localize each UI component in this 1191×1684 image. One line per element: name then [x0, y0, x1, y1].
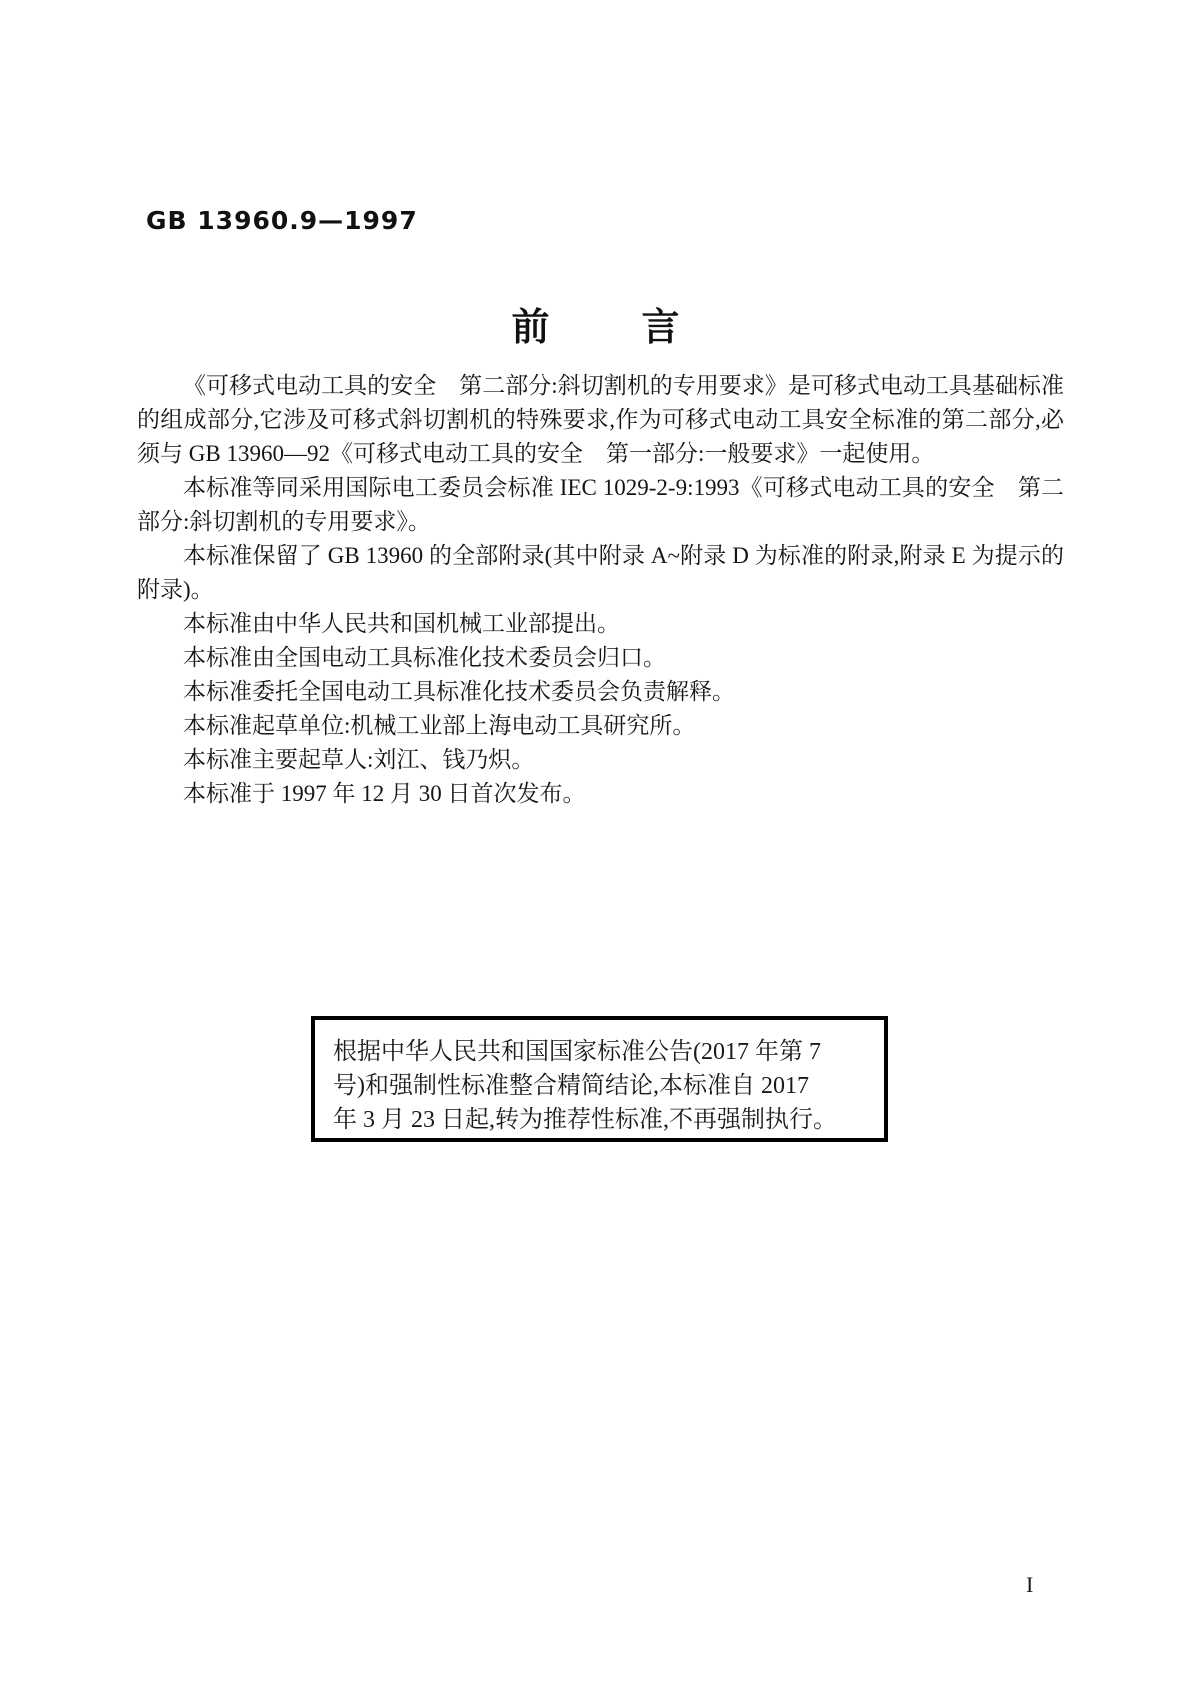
- standard-code: GB 13960.9—1997: [146, 206, 418, 235]
- foreword-paragraph-drafting-organization: 本标准起草单位:机械工业部上海电动工具研究所。: [183, 713, 696, 738]
- foreword-paragraph-interpretation: 本标准委托全国电动工具标准化技术委员会负责解释。: [183, 679, 735, 704]
- notice-line: 根据中华人民共和国国家标准公告(2017 年第 7: [333, 1039, 821, 1065]
- foreword-paragraph-iec-adoption: 本标准等同采用国际电工委员会标准 IEC 1029-2-9:1993《可移式电动工具的安全 第二部分:斜切割机的专用要求》。: [137, 475, 1064, 534]
- notice-line: 年 3 月 23 日起,转为推荐性标准,不再强制执行。: [333, 1107, 837, 1133]
- foreword-paragraph-scope: 《可移式电动工具的安全 第二部分:斜切割机的专用要求》是可移式电动工具基础标准的组成部分,它涉及可移式斜切割机的特殊要求,作为可移式电动工具安全标准的第二部分,必须与 GB 13960—92《可移式电动工具的安全 第一部分:一般要求》一起使用。: [137, 373, 1064, 466]
- foreword-paragraph-proposed-by: 本标准由中华人民共和国机械工业部提出。: [183, 611, 620, 636]
- foreword-paragraph-drafters: 本标准主要起草人:刘江、钱乃炽。: [183, 747, 535, 772]
- foreword-paragraph-annexes: 本标准保留了 GB 13960 的全部附录(其中附录 A~附录 D 为标准的附录,附录 E 为提示的附录)。: [137, 543, 1064, 602]
- page-number: I: [1026, 1572, 1034, 1597]
- foreword-paragraph-issue-date: 本标准于 1997 年 12 月 30 日首次发布。: [183, 781, 586, 806]
- page-title-char-second: 言: [641, 307, 680, 349]
- reclassification-notice-box: [311, 1016, 888, 1142]
- foreword-paragraph-centralized-by: 本标准由全国电动工具标准化技术委员会归口。: [183, 645, 666, 670]
- foreword-body: [137, 369, 1064, 811]
- page-title: [0, 296, 1191, 351]
- notice-line: 号)和强制性标准整合精简结论,本标准自 2017: [333, 1073, 809, 1099]
- page-title-char-first: 前: [511, 307, 550, 349]
